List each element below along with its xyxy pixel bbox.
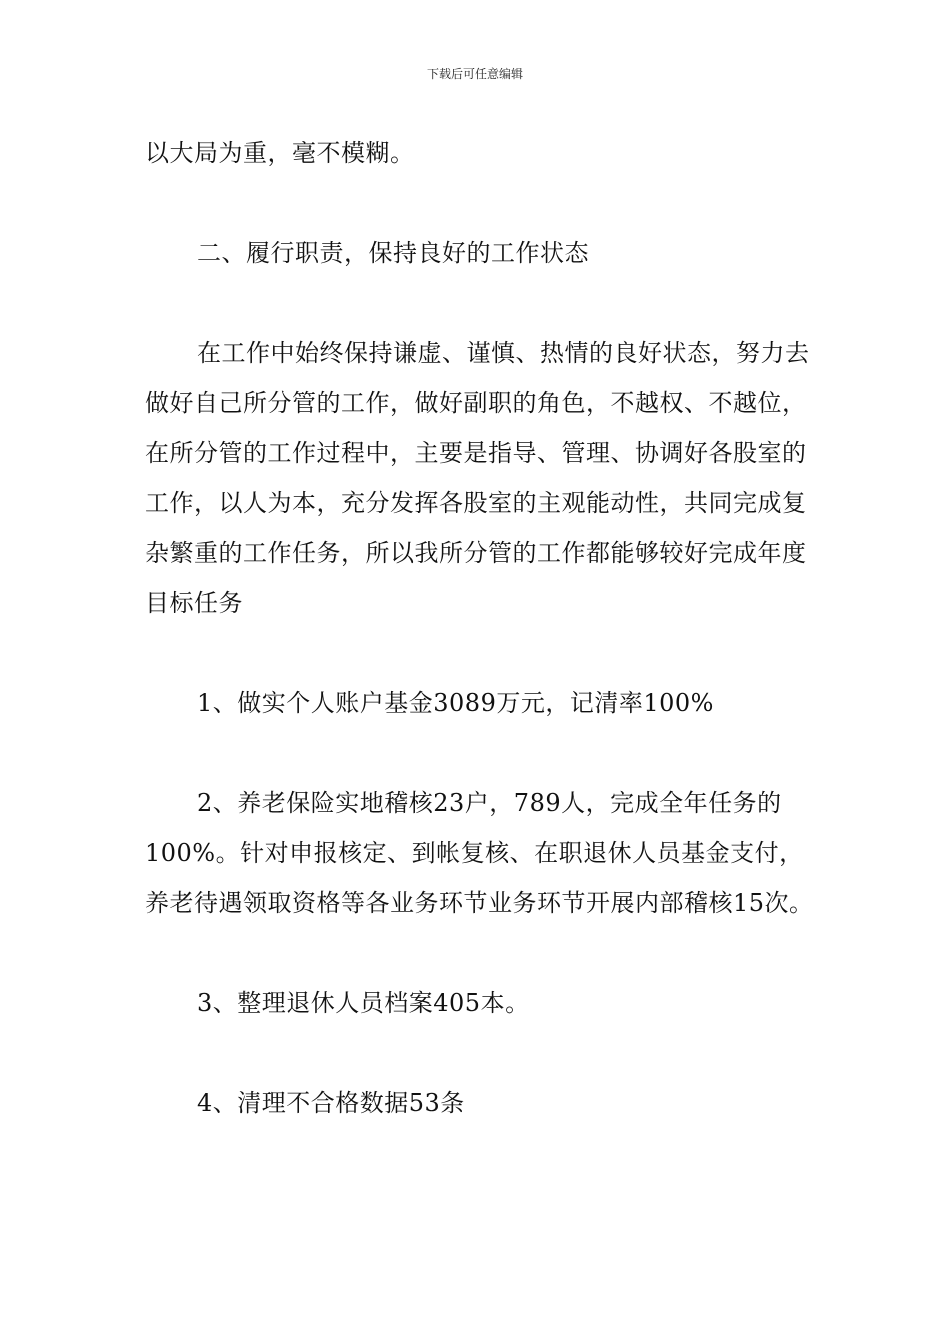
- list-item-3: 3、整理退休人员档案405本。: [197, 989, 530, 1017]
- list-item-1: 1、做实个人账户基金3089万元，记清率100%: [197, 689, 714, 717]
- paragraph-continuation: 以大局为重，毫不模糊。: [145, 139, 415, 167]
- list-item-2: 2、养老保险实地稽核23户，789人，完成全年任务的100%。针对申报核定、到帐复核、在职退休人员基金支付，养老待遇领取资格等各业务环节业务环节开展内部稽核15次。: [145, 789, 814, 917]
- document-body: [145, 128, 815, 1128]
- body-paragraph: 在工作中始终保持谦虚、谨慎、热情的良好状态，努力去做好自己所分管的工作，做好副职的角色，不越权、不越位，在所分管的工作过程中，主要是指导、管理、协调好各股室的工作，以人为本，充分发挥各股室的主观能动性，共同完成复杂繁重的工作任务，所以我所分管的工作都能够较好完成年度目标任务: [145, 339, 810, 617]
- list-item-4: 4、清理不合格数据53条: [197, 1089, 465, 1117]
- section-heading: 二、履行职责，保持良好的工作状态: [197, 239, 589, 267]
- page-header: 下载后可任意编辑: [426, 67, 523, 81]
